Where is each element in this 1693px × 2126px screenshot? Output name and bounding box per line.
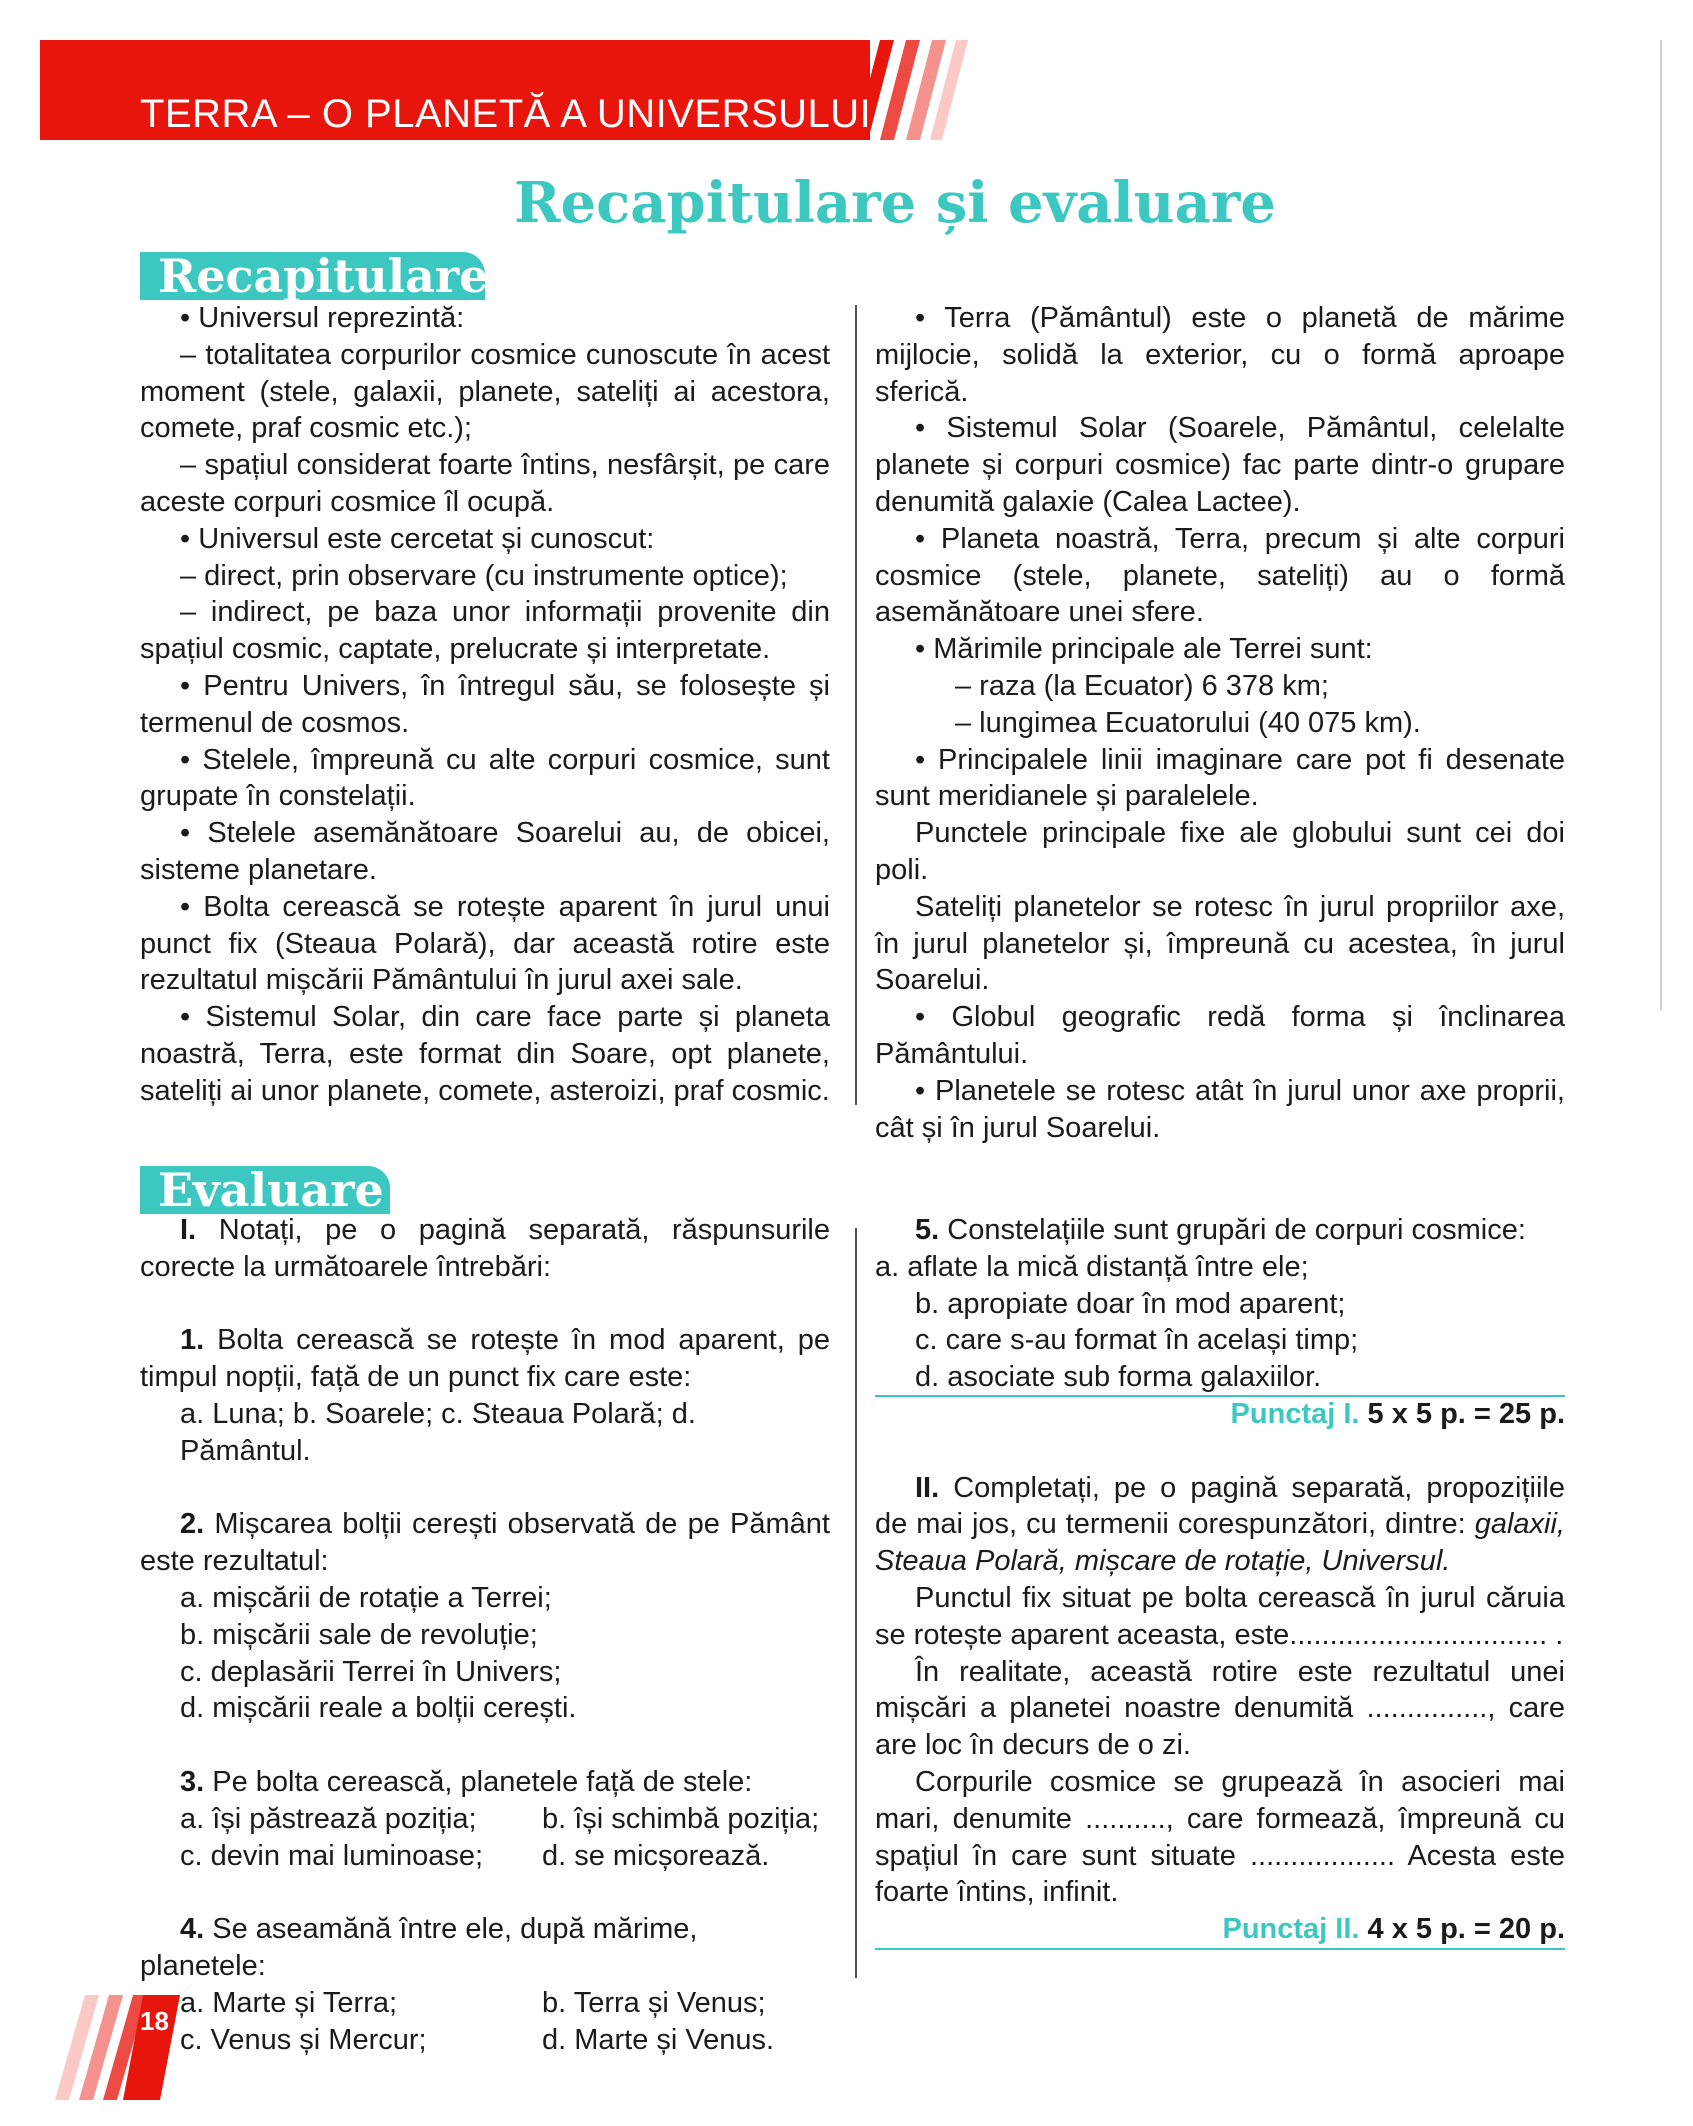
- recap-item: • Planeta noastră, Terra, precum și alte corpuri cosmice (stele, planete, sateliți) au o formă asemănătoare unei sfere.: [875, 522, 1565, 629]
- question-2: 2. Mișcarea bolții cerești observată de pe Pământ este rezultatul:: [140, 1508, 830, 1578]
- column-divider: [855, 305, 857, 1105]
- column-divider: [855, 1228, 857, 1978]
- question-1: 1. Bolta cerească se rotește în mod aparent, pe timpul nopții, față de un punct fix care este:: [140, 1324, 830, 1394]
- part1-instruction: I. Notați, pe o pagină separată, răspunsurile corecte la următoarele întrebări:: [140, 1214, 830, 1283]
- question-5: 5. Constelațiile sunt grupări de corpuri cosmice:: [915, 1214, 1526, 1246]
- score-part1: [875, 1396, 1565, 1433]
- page-number: 18: [140, 2006, 169, 2036]
- eval-right-column: [875, 1212, 1565, 1948]
- question-3-options-row: [140, 1838, 830, 1875]
- part2-terms: galaxii, Steaua Polară, mișcare de rotație, Universul.: [875, 1508, 1565, 1578]
- recap-item: • Stelele, împreună cu alte corpuri cosmice, sunt grupate în constelații.: [140, 743, 830, 813]
- score-rule: [875, 1948, 1565, 1950]
- option: d. Marte și Venus.: [542, 2023, 775, 2056]
- page-title: Recapitulare și evaluare: [514, 170, 1276, 236]
- option: d. asociate sub forma galaxiilor.: [915, 1361, 1322, 1394]
- page-edge-rule: [1660, 40, 1662, 1010]
- option: d. mișcării reale a bolții cerești.: [180, 1692, 577, 1725]
- option: b. își schimbă poziția;: [542, 1802, 820, 1835]
- option: b. Terra și Venus;: [542, 1986, 766, 2019]
- question-3: 3. Pe bolta cerească, planetele față de stele:: [180, 1765, 753, 1798]
- eval-left-column: [140, 1212, 830, 2058]
- score-label: Punctaj I.: [1230, 1397, 1360, 1430]
- score-label: Punctaj II.: [1222, 1913, 1360, 1946]
- recap-item: • Bolta cerească se rotește aparent în jurul unui punct fix (Steaua Polară), dar această rotire este rezultatul mișcării Pământului în jurul axei sale.: [140, 890, 830, 997]
- recap-item: – totalitatea corpurilor cosmice cunoscute în acest moment (stele, galaxii, planete, sateliți ai acestora, comete, praf cosmic etc.);: [140, 338, 830, 445]
- score-value: 5 x 5 p. = 25 p.: [1367, 1397, 1565, 1430]
- option: b. mișcării sale de revoluție;: [180, 1618, 538, 1651]
- recap-item: • Universul este cercetat și cunoscut:: [180, 522, 655, 555]
- recap-item: • Planetele se rotesc atât în jurul unor axe proprii, cât și în jurul Soarelui.: [875, 1074, 1565, 1144]
- recap-item: Sateliți planetelor se rotesc în jurul propriilor axe, în jurul planetelor și, împreună cu acestea, în jurul Soarelui.: [875, 890, 1565, 997]
- recap-item: • Principalele linii imaginare care pot fi desenate sunt meridianele și paralelele.: [875, 743, 1565, 813]
- chapter-title: TERRA – O PLANETĂ A UNIVERSULUI: [140, 92, 872, 136]
- recap-item: – raza (la Ecuator) 6 378 km;: [955, 669, 1329, 702]
- recap-item: • Terra (Pământul) este o planetă de mărime mijlocie, solidă la exterior, cu o formă aproape sferică.: [875, 302, 1565, 408]
- option: a. aflate la mică distanță între ele;: [875, 1250, 1309, 1283]
- eval-section-label: Evaluare: [140, 1166, 390, 1214]
- fill-sentence: Punctul fix situat pe bolta cerească în jurul căruia se rotește aparent aceasta, este................................ .: [875, 1581, 1565, 1651]
- question-4-options-row: [140, 2022, 830, 2059]
- recap-item: – spațiul considerat foarte întins, nesfârșit, pe care aceste corpuri cosmice îl ocupă.: [140, 449, 830, 518]
- option: c. deplasării Terrei în Univers;: [180, 1655, 562, 1688]
- option: c. care s-au format în același timp;: [915, 1324, 1359, 1357]
- recap-item: • Sistemul Solar (Soarele, Pământul, celelalte planete și corpuri cosmice) fac parte dintr-o grupare denumită galaxie (Calea Lactee).: [875, 412, 1565, 518]
- option: c. Venus și Mercur;: [180, 2023, 427, 2056]
- option: c. devin mai luminoase;: [180, 1839, 484, 1872]
- recap-item: • Stelele asemănătoare Soarelui au, de obicei, sisteme planetare.: [140, 817, 830, 886]
- option: d. se micșorează.: [542, 1839, 770, 1872]
- recap-left-column: [140, 300, 830, 1110]
- question-1-options: a. Luna; b. Soarele; c. Steaua Polară; d. Pământul.: [180, 1397, 696, 1467]
- question-4: 4. Se aseamănă între ele, după mărime, planetele:: [140, 1913, 698, 1982]
- recap-item: • Sistemul Solar, din care face parte și planeta noastră, Terra, este format din Soare, opt planete, sateliți ai unor planete, comete, asteroizi, praf cosmic.: [140, 1001, 830, 1107]
- recap-item: • Universul reprezintă:: [180, 302, 465, 334]
- option: a. își păstrează poziția;: [180, 1802, 477, 1835]
- recap-item: Punctele principale fixe ale globului sunt cei doi poli.: [875, 817, 1565, 886]
- recap-section-label: Recapitulare: [140, 252, 485, 300]
- score-rule: [875, 1395, 1565, 1397]
- recap-item: • Globul geografic redă forma și înclinarea Pământului.: [875, 1001, 1565, 1070]
- score-value: 4 x 5 p. = 20 p.: [1367, 1913, 1565, 1946]
- recap-item: • Mărimile principale ale Terrei sunt:: [915, 633, 1373, 666]
- recap-item: – lungimea Ecuatorului (40 075 km).: [955, 706, 1421, 739]
- recap-right-column: [875, 300, 1565, 1146]
- fill-sentence: Corpurile cosmice se grupează în asocieri mai mari, denumite .........., care formează, împreună cu spațiul în care sunt situate .................. Acesta este foarte întins, infinit.: [875, 1765, 1565, 1909]
- option: b. apropiate doar în mod aparent;: [915, 1287, 1346, 1320]
- option: a. Marte și Terra;: [180, 1986, 398, 2019]
- recap-item: – indirect, pe baza unor informații provenite din spațiul cosmic, captate, prelucrate și interpretate.: [140, 596, 830, 666]
- score-part2: [875, 1911, 1565, 1948]
- question-4-options-row: [140, 1985, 830, 2022]
- recap-item: – direct, prin observare (cu instrumente optice);: [180, 559, 788, 592]
- fill-sentence: În realitate, această rotire este rezultatul unei mișcări a planetei noastre denumită ..............., care are loc în decurs de o zi.: [875, 1655, 1565, 1762]
- part2-instruction: II. Completați, pe o pagină separată, propozițiile de mai jos, cu termenii corespunzători, dintre: galaxii, Steaua Polară, mișcare de rotație, Universul.: [875, 1471, 1566, 1578]
- option: a. mișcării de rotație a Terrei;: [180, 1581, 552, 1614]
- recap-item: • Pentru Univers, în întregul său, se folosește și termenul de cosmos.: [140, 669, 830, 739]
- question-3-options-row: [140, 1801, 830, 1838]
